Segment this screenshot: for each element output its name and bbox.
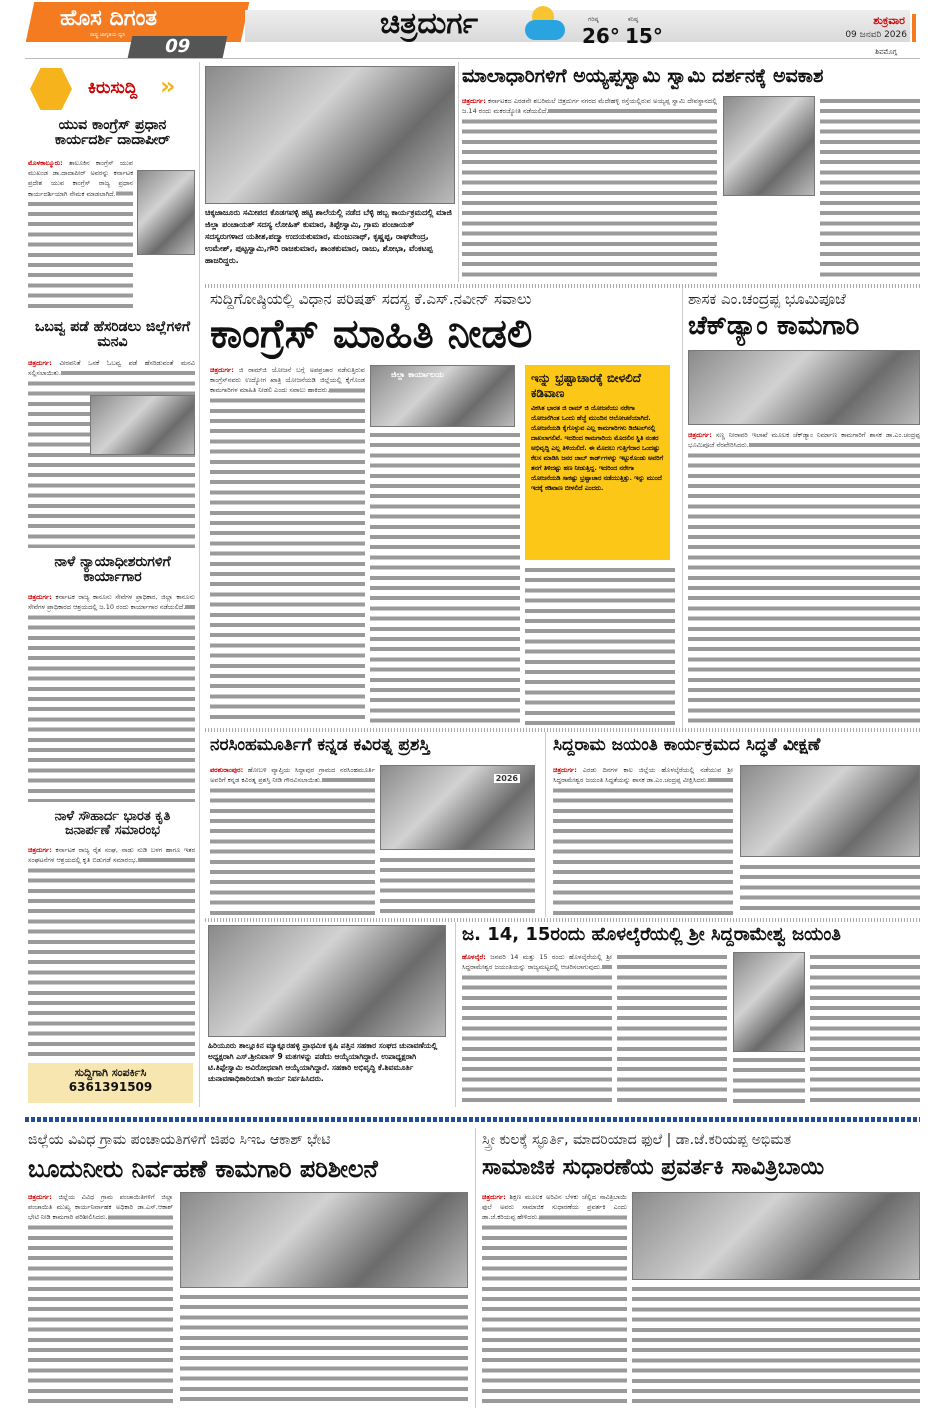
dateline: ಚಿತ್ರದುರ್ಗ: — [28, 846, 52, 854]
paper-tagline: ರಾಷ್ಟ್ರ ಜಾಗೃತಿಯ ಧ್ವನಿ — [90, 32, 126, 38]
left-story-3-lead: ಕರ್ನಾಟಕ ರಾಜ್ಯ ಕಾನೂನು ಸೇವೆಗಳ ಪ್ರಾಧಿಕಾರ, ಜಿಲ್ಲಾ ಕಾನೂನು ಸೇವೆಗಳ ಪ್ರಾಧಿಕಾರದ ಆಶ್ರಯದಲ್ಲಿ ಜ.10 ರಂದು ಕಾರ್ಯಾಗಾರ ನಡೆಯಲಿದೆ. — [28, 593, 195, 612]
greywater-inspection-photo — [180, 1192, 468, 1288]
savitri-kicker: ಸ್ತ್ರೀ ಕುಲಕ್ಕೆ ಸ್ಫೂರ್ತಿ, ಮಾದರಿಯಾದ ಫುಲೆ | ಡಾ.ಜೆ.ಕರಿಯಪ್ಪ ಅಭಿಮತ — [482, 1132, 792, 1148]
sidebar-title: ಇನ್ನು ಭ್ರಷ್ಟಾಚಾರಕ್ಕೆ ಬೀಳಲಿದೆ ಕಡಿವಾಣ — [531, 371, 641, 400]
kirusuddi-badge: ಕಿರುಸುದ್ದಿ — [88, 78, 138, 98]
cooperative-caption: ಹಿರಿಯೂರು ತಾಲ್ಲೂಕಿನ ಮ್ಯಾಕ್ಲೂರಹಳ್ಳಿ ಪ್ರಾಥಮಿಕ ಕೃಷಿ ಪತ್ತಿನ ಸಹಕಾರ ಸಂಘದ ಚುನಾವಣೆಯಲ್ಲಿ ಅಧ್ಯಕ್ಷರಾಗಿ ಎಸ್.ಶ್ರೀನಿವಾಸ್ 9 ಮತಗಳನ್ನು ಪಡೆದು ಆಯ್ಕೆಯಾಗಿದ್ದಾರೆ. ಉಪಾಧ್ಯಕ್ಷರಾಗಿ ಟಿ.ತಿಪ್ಪೇಸ್ವಾಮಿ ಅವಿರೋಧವಾಗಿ ಆಯ್ಕೆಯಾಗಿದ್ದಾರೆ. ಸಹಕಾರಿ ಅಭಿವೃದ್ಧಿ ಕೆ.ಶಿವಮೂರ್ತಿ ಚುನಾವಣಾಧಿಕಾರಿಯಾಗಿ ಕಾರ್ಯ ನಿರ್ವಹಿಸಿದರು. — [208, 1041, 438, 1083]
paper-name: ಹೊಸ ದಿಗಂತ — [60, 6, 158, 31]
dateline: ಚಿತ್ರದುರ್ಗ: — [482, 1193, 506, 1201]
navin-headline: ಕಾಂಗ್ರೆಸ್ ಮಾಹಿತಿ ನೀಡಲಿ — [210, 311, 533, 357]
dateline: ಪರಶುರಾಂಪುರ: — [210, 766, 244, 774]
column-divider — [199, 62, 200, 1107]
sidebar-text: ವಿಕಸಿತ ಭಾರತ ಜಿ ರಾಮ್ ಜಿ ಯೋಜನೆಯು ನರೇಗಾ ಯೋಜನೆಗಿಂತ ಒಂದು ಹೆಜ್ಜೆ ಮುಂದಿನ ಆಲೋಚನೆಯಾಗಿದೆ. ಯೋಜನೆಯಡಿ ಕೈಗೊಳ್ಳುವ ಎಲ್ಲ ಕಾಮಗಾರಿಗಳು ಡಿಜಿಟಲ್‌ನಲ್ಲಿ ದಾಖಲಾಗಲಿವೆ. ಇದರಿಂದ ಕಾಮಗಾರಿಯ ಮೊದಲಿನ ಸ್ಥಿತಿ ನಂತರ ಅಭಿವೃದ್ಧಿ ಎಲ್ಲ ತಿಳಿಯಲಿದೆ. ಈ ಮೊದಲು ಗುತ್ತಿಗೆದಾರ ಒಂದಷ್ಟು ಕೆಲಸ ಮಾಡಿಸಿ ಜನರ ಜಾಬ್ ಕಾರ್ಡ್‌ಗಳನ್ನು ಇಟ್ಟುಕೊಂಡು ಅವರಿಗೆ ತನಗೆ ತಿಳಿದಷ್ಟು ಹಣ ನೀಡುತ್ತಿದ್ದ. ಇದರಿಂದ ನರೇಗಾ ಯೋಜನೆಯಡಿ ಸಾಕಷ್ಟು ಭ್ರಷ್ಟಾಚಾರ ನಡೆಯುತ್ತಿತ್ತು. ಇನ್ನು ಮುಂದೆ ಇದಕ್ಕೆ ಕಡಿವಾಣ ಬೀಳಲಿದೆ ಎಂದರು. — [531, 405, 664, 492]
dateline: ಚಿತ್ರದುರ್ಗ: — [28, 359, 52, 367]
savitri-headline: ಸಾಮಾಜಿಕ ಸುಧಾರಣೆಯ ಪ್ರವರ್ತಕಿ ಸಾವಿತ್ರಿಬಾಯಿ — [482, 1155, 825, 1180]
award-year: 2026 — [495, 774, 518, 783]
boodu-body-col — [180, 1292, 468, 1404]
section-divider — [205, 918, 920, 922]
navin-body-col — [525, 565, 675, 725]
checkdam-kicker: ಶಾಸಕ ಎಂ.ಚಂದ್ರಪ್ಪ ಭೂಮಿಪೂಜೆ — [688, 290, 846, 308]
corruption-sidebar — [525, 365, 670, 560]
school-event-photo — [205, 66, 455, 204]
ayyappa-headline: ಮಾಲಾಧಾರಿಗಳಿಗೆ ಅಯ್ಯಪ್ಪಸ್ವಾಮಿ ಸ್ವಾಮಿ ದರ್ಶನಕ್ಕೆ ಅವಕಾಶ — [462, 65, 824, 87]
column-divider — [458, 62, 459, 282]
column-divider — [545, 732, 546, 917]
column-divider — [682, 288, 683, 728]
navin-kicker: ಸುದ್ದಿಗೋಷ್ಠಿಯಲ್ಲಿ ವಿಧಾನ ಪರಿಷತ್ ಸದಸ್ಯ ಕೆ.ಎಸ್.ನವೀನ್ ಸವಾಲು — [210, 290, 532, 308]
left-story-2-lead: ವೀರವನಿತೆ ಒನಕೆ ಓಬವ್ವ ಪಡೆ ಹೆಸರಿಡುವಂತೆ ಮನವಿ ಸಲ್ಲಿಸಲಾಯಿತು. — [28, 359, 195, 378]
navin-lead: ಜಿ ರಾಮ್‌ಜಿ ಯೋಜನೆ ಬಗ್ಗೆ ಅಪಪ್ರಚಾರ ನಡೆಸುತ್ತಿರುವ ಕಾಂಗ್ರೆಸ್‌ನವರು ಉದ್ಯೋಗ ಖಾತ್ರಿ ಯೋಜನೆಯಡಿ ಜಿಲ್ಲೆಯಲ್ಲಿ ಕೈಗೊಂಡ ಕಾಮಗಾರಿಗಳ ಮಾಹಿತಿ ನೀಡಲಿ ಎಂದು ಸವಾಲು ಹಾಕಿದರು. — [210, 366, 365, 395]
narasimha-lead: ಹೋಬಳಿ ವ್ಯಾಪ್ತಿಯ ಸಿದ್ದಾಪುರ ಗ್ರಾಮದ ನರಸಿಂಹಮೂರ್ತಿ ಅವರಿಗೆ ಕನ್ನಡ ಕವಿರತ್ನ ಪ್ರಶಸ್ತಿ ನೀಡಿ ಗೌರವಿಸಲಾಯಿತು. — [210, 766, 375, 785]
column-divider — [455, 922, 456, 1107]
narasimha-headline: ನರಸಿಂಹಮೂರ್ತಿಗೆ ಕನ್ನಡ ಕವಿರತ್ನ ಪ್ರಶಸ್ತಿ — [210, 735, 430, 755]
savitri-body-col — [632, 1284, 920, 1404]
dateline: ಮೊಳಕಾಲ್ಮೂರು: — [28, 159, 63, 167]
holalkere-body-col — [733, 1055, 805, 1107]
left-story-2-headline: ಒಬವ್ವ ಪಡೆ ಹೆಸರಿಡಲು ಜಿಲ್ಲೆಗಳಿಗೆ ಮನವಿ — [34, 319, 191, 351]
min-temp: 15° — [625, 24, 663, 48]
date: 09 ಜನವರಿ 2026 — [845, 30, 907, 40]
holalkere-body-col — [810, 952, 920, 1107]
accent-bar — [912, 14, 916, 42]
navin-body-col — [370, 430, 520, 725]
siddarama-inspection-photo — [740, 765, 920, 857]
ayyappa-lead: ಕರ್ನಾಟಕದ ಎರಡನೇ ಶಬರಿಮಲೆ ಚಿತ್ರದುರ್ಗ ನಗರದ ಮೆದೇಹಳ್ಳಿ ರಸ್ತೆಯಲ್ಲಿರುವ ಅಯ್ಯಪ್ಪ ಸ್ವಾಮಿ ದೇವಸ್ಥಾನದಲ್ಲಿ ಜ.14 ರಂದು ಮಕರಜ್ಯೋತಿ ನಡೆಯಲಿದೆ. — [462, 97, 717, 116]
contact-phone: 6361391509 — [68, 1080, 153, 1094]
left-story-1-headline: ಯುವ ಕಾಂಗ್ರೆಸ್ ಪ್ರಧಾನ ಕಾರ್ಯದರ್ಶಿ ದಾದಾಪೀರ್ — [54, 117, 171, 149]
min-temp-label: ಕನಿಷ್ಠ — [628, 16, 639, 23]
bottom-section-divider — [25, 1117, 920, 1122]
left-story-4-lead: ಕರ್ನಾಟಕ ರಾಜ್ಯ ರೈತ ಸಂಘ, ನಾಡು ನುಡಿ ಬಳಗ ಹಾಗೂ ಇತರ ಸಂಘಟನೆಗಳ ಆಶ್ರಯದಲ್ಲಿ ಕೃತಿ ಬಿಡುಗಡೆ ಸಮಾರಂಭ. — [28, 846, 195, 865]
left-story-3-headline: ನಾಳೆ ನ್ಯಾಯಾಧೀಶರುಗಳಿಗೆ ಕಾರ್ಯಾಗಾರ — [54, 554, 171, 586]
photo-sign-text: ಜಿಲ್ಲಾ ಕಾರ್ಯಾಲಯ — [391, 370, 444, 379]
checkdam-lead: ಸಣ್ಣ ನೀರಾವರಿ ಇಲಾಖೆ ಮೂಲಕ ಚೆಕ್‌ಡ್ಯಾಂ ನಿರ್ಮಾಣ ಕಾಮಗಾರಿಗೆ ಶಾಸಕ ಡಾ.ಎಂ.ಚಂದ್ರಪ್ಪ ಭೂಮಿಪೂಜೆ ನೆರವೇರಿಸಿದರು. — [688, 431, 920, 450]
section-divider — [205, 728, 920, 732]
left-story-1-lead: ತಾಲೂಕಿನ ಕಾಂಗ್ರೆಸ್ ಯುವ ಮುಖಂಡ ಡಾ.ದಾದಾಪೀರ್ ಅವರನ್ನು ಕರ್ನಾಟಕ ಪ್ರದೇಶ ಯುವ ಕಾಂಗ್ರೆಸ್ ರಾಜ್ಯ ಪ್ರಧಾನ ಕಾರ್ಯದರ್ಶಿಯಾಗಿ ನೇಮಕ ಮಾಡಲಾಗಿದೆ. — [28, 159, 133, 198]
weekday: ಶುಕ್ರವಾರ — [873, 14, 905, 27]
dateline: ಚಿತ್ರದುರ್ಗ: — [28, 593, 52, 601]
siddarama-body-col — [740, 862, 920, 915]
max-temp-label: ಗರಿಷ್ಠ — [588, 16, 599, 23]
ayyappa-idol-photo — [723, 96, 815, 196]
masthead-band — [245, 10, 910, 42]
award-photo — [380, 765, 535, 850]
boodu-kicker: ಜಿಲ್ಲೆಯ ವಿವಿಧ ಗ್ರಾಮ ಪಂಚಾಯತಿಗಳಿಗೆ ಜಿಪಂ ಸಿಇಒ ಆಕಾಶ್ ಭೇಟಿ — [28, 1132, 331, 1148]
cooperative-election-photo — [208, 925, 446, 1037]
page-number: 09 — [128, 36, 228, 58]
boodu-headline: ಬೂದುನೀರು ನಿರ್ವಹಣೆ ಕಾಮಗಾರಿ ಪರಿಶೀಲನೆ — [28, 1155, 378, 1183]
holalkere-lead: ಜನವರಿ 14 ಮತ್ತು 15 ರಂದು ಹೊಳಲ್ಕೆರೆಯಲ್ಲಿ ಶ್ರೀ ಸಿದ್ಧರಾಮೇಶ್ವರ ಜಯಂತಿಯನ್ನು ರಾಜ್ಯಮಟ್ಟದಲ್ಲಿ ಆಚರಿಸಲಾಗುವುದು. — [462, 953, 612, 972]
savitribai-event-photo — [632, 1192, 920, 1280]
siddarameshwara-photo — [733, 952, 805, 1052]
holalkere-headline: ಜ. 14, 15ರಂದು ಹೊಳಲ್ಕೆರೆಯಲ್ಲಿ ಶ್ರೀ ಸಿದ್ದರಾಮೇಶ್ವ ಜಯಂತಿ — [462, 924, 841, 945]
dateline: ಚಿತ್ರದುರ್ಗ: — [210, 366, 234, 374]
header-rule — [25, 58, 920, 59]
narasimha-body-col — [380, 855, 535, 915]
dateline: ಚಿತ್ರದುರ್ಗ: — [462, 97, 486, 105]
contact-box — [28, 1063, 193, 1103]
contact-label: ಸುದ್ದಿಗಾಗಿ ಸಂಪರ್ಕಿಸಿ — [74, 1066, 147, 1079]
obavva-photo — [90, 395, 195, 455]
dateline: ಹೊಳಲ್ಕೆರೆ: — [462, 953, 486, 961]
chevrons-icon: » — [160, 72, 176, 100]
dadapeer-photo — [137, 170, 195, 255]
sub-edition: ಶಿವಮೊಗ್ಗ — [875, 48, 897, 56]
press-meet-photo — [370, 365, 515, 427]
left-story-4-headline: ನಾಳೆ ಸೌಹಾರ್ದ ಭಾರತ ಕೃತಿ ಜನಾರ್ಪಣೆ ಸಮಾರಂಭ — [54, 809, 171, 839]
siddarama-lead: ಎರಡು ದಿನಗಳ ಕಾಲ ಜಿಲ್ಲೆಯ ಹೊಳಲ್ಕೆರೆಯಲ್ಲಿ ನಡೆಯುವ ಶ್ರೀ ಸಿದ್ಧರಾಮೇಶ್ವರ ಜಯಂತಿ ಸಿದ್ಧತೆಯನ್ನು ಶಾಸಕ ಡಾ.ಎಂ.ಚಂದ್ರಪ್ಪ ವೀಕ್ಷಿಸಿದರು. — [553, 766, 733, 785]
max-temp: 26° — [582, 24, 620, 48]
checkdam-headline: ಚೆಕ್‌ಡ್ಯಾಂ ಕಾಮಗಾರಿ — [688, 311, 860, 341]
ayyappa-body-col — [820, 96, 920, 280]
school-event-caption: ಚಿಕ್ಕಜಾಜೂರು ಸಮೀಪದ ಕೊಡಗವಳ್ಳಿ ಹಟ್ಟಿ ಶಾಲೆಯಲ್ಲಿ ನಡೆದ ಬೆಳ್ಳಿ ಹಬ್ಬ ಕಾರ್ಯಕ್ರಮದಲ್ಲಿ ಮಾಜಿ ಜಿಲ್ಲಾ ಪಂಚಾಯತ್ ಸದಸ್ಯ ಲೋಹಿತ್ ಕುಮಾರ, ತಿಪ್ಪೇಸ್ವಾಮಿ, ಗ್ರಾಮ ಪಂಚಾಯತ್ ಸದಸ್ಯರುಗಳಾದ ಯತೀಶ,ಪದ್ಮಾ ಉದಯಕುಮಾರ, ಮಂಜುನಾಥ್, ಕೃಷ್ಣಪ್ಪ, ರಾಘವೇಂದ್ರ, ಉಮೇಶ್, ಪುಟ್ಟಸ್ವಾಮಿ,ಗೌರಿ ರಾಜಕುಮಾರ, ಶಾಂತಕುಮಾರ, ರಾಜು, ಶೋಭಾ, ವೆಂಕಟಪ್ಪ ಹಾಜರಿದ್ದರು. — [205, 208, 452, 265]
column-divider — [475, 1128, 476, 1408]
hand-icon — [30, 68, 72, 110]
dateline: ಚಿತ್ರದುರ್ಗ: — [553, 766, 577, 774]
boodu-lead: ಜಿಲ್ಲೆಯ ವಿವಿಧ ಗ್ರಾಮ ಪಂಚಾಯಿತಿಗಳಿಗೆ ಜಿಲ್ಲಾ ಪಂಚಾಯಿತಿ ಮುಖ್ಯ ಕಾರ್ಯನಿರ್ವಾಹಕ ಅಧಿಕಾರಿ ಡಾ.ಎಸ್.ಆಕಾಶ್ ಭೇಟಿ ನೀಡಿ ಕಾಮಗಾರಿ ಪರಿಶೀಲಿಸಿದರು. — [28, 1193, 173, 1222]
checkdam-photo — [688, 350, 920, 425]
savitri-lead: ಶಿಕ್ಷಣ ಮೂಲಕ ಅರಿವಿನ ಬೆಳಕು ಚೆಲ್ಲಿದ ಸಾವಿತ್ರಿಬಾಯಿ ಫುಲೆ ಅವರು ಸಾಮಾಜಿಕ ಸುಧಾರಣೆಯ ಪ್ರವರ್ತಕಿ ಎಂದು ಡಾ.ಜೆ.ಕರಿಯಪ್ಪ ಹೇಳಿದರು. — [482, 1193, 627, 1222]
edition-title: ಚಿತ್ರದುರ್ಗ — [380, 6, 479, 41]
siddarama-headline: ಸಿದ್ದರಾಮ ಜಯಂತಿ ಕಾರ್ಯಕ್ರಮದ ಸಿದ್ಧತೆ ವೀಕ್ಷಣೆ — [553, 735, 821, 755]
dateline: ಚಿತ್ರದುರ್ಗ: — [28, 1193, 52, 1201]
holalkere-body-col — [617, 952, 727, 1107]
section-divider — [205, 284, 920, 288]
dateline: ಚಿತ್ರದುರ್ಗ: — [688, 431, 712, 439]
cloud-icon — [525, 20, 565, 40]
